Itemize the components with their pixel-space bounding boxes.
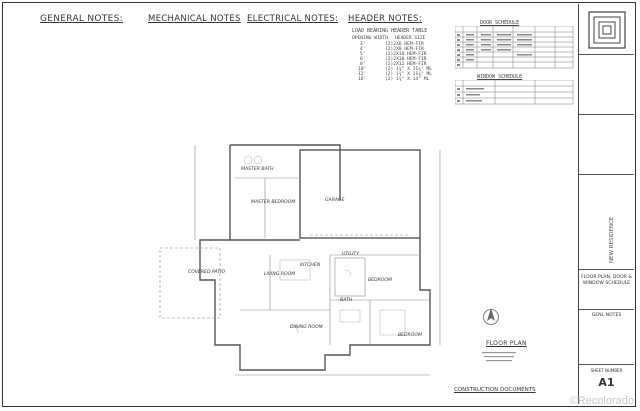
header-row-w: 5': [360, 52, 366, 57]
title-block-notes-cell: [579, 309, 634, 364]
sheet-number-label: SHEET NUMBER: [590, 368, 623, 373]
door-schedule-table: [455, 26, 575, 70]
header-row-w: 10': [358, 67, 367, 72]
title-block-sheet-title: FLOOR PLAN, DOOR & WINDOW SCHEDULE: [581, 275, 632, 286]
header-row-w: 12': [358, 72, 367, 77]
firm-logo-icon: [587, 10, 627, 50]
title-block-project-cell: [579, 174, 634, 269]
header-row-s: (2)2X10 HEM-FIR: [385, 57, 427, 62]
room-bedroom-2: BEDROOM: [398, 333, 422, 338]
room-living: LIVING ROOM: [264, 272, 296, 277]
header-col-size: HEADER SIZE: [395, 36, 426, 41]
title-block-notes-label: GENL NOTES: [591, 313, 622, 318]
construction-documents-label: CONSTRUCTION DOCUMENTS: [454, 387, 536, 393]
title-block: [578, 4, 634, 404]
header-row-s: (2) 1¾" X 14" ML: [385, 77, 430, 82]
mechanical-notes-title: MECHANICAL NOTES: [148, 14, 241, 24]
room-dining: DINING ROOM: [290, 325, 323, 330]
sheet-number: A1: [598, 376, 615, 389]
title-block-firm-cell: [579, 54, 634, 114]
room-kitchen: KITCHEN: [300, 263, 321, 268]
room-covered-patio: COVERED PATIO: [188, 270, 226, 275]
room-master-bath: MASTER BATH: [241, 167, 274, 172]
header-row-s: (2)2X10 HEM-FIR: [385, 52, 427, 57]
header-row-w: 16': [358, 77, 367, 82]
electrical-notes-title: ELECTRICAL NOTES:: [247, 14, 339, 24]
room-utility: UTILITY: [342, 252, 360, 257]
header-row-w: 6': [360, 57, 366, 62]
watermark: ©Recolorado: [569, 395, 634, 407]
room-garage: GARAGE: [325, 198, 345, 203]
floor-plan-drawing: [140, 140, 460, 380]
header-notes-title: HEADER NOTES:: [348, 14, 422, 24]
header-row-w: 8': [360, 62, 366, 67]
header-row-s: (2) 1¾" X 11¼" ML: [385, 72, 433, 77]
header-row-s: (2)2X6 HEM-FIR: [385, 42, 424, 47]
window-schedule-title: WINDOW SCHEDULE: [477, 74, 523, 80]
header-table-title: LOAD BEARING HEADER TABLE: [352, 28, 428, 34]
floor-plan-scale-lines: [480, 350, 520, 366]
room-bedroom-1: BEDROOM: [368, 278, 392, 283]
title-block-project: NEW RESIDENCE: [609, 216, 615, 263]
header-row-s: (2)2X8 HEM-FIR: [385, 47, 424, 52]
room-master-bedroom: MASTER BEDROOM: [251, 200, 296, 205]
north-arrow-icon: [482, 304, 500, 330]
general-notes-title: GENERAL NOTES:: [40, 14, 123, 24]
floor-plan-title: FLOOR PLAN: [486, 340, 527, 347]
header-col-opening: OPENING WIDTH: [352, 36, 388, 41]
header-row-s: (2) 1¾" X 11¼" ML: [385, 67, 433, 72]
title-block-address-cell: [579, 114, 634, 174]
header-row-w: 3': [360, 42, 366, 47]
title-block-sheet-cell: [579, 269, 634, 309]
room-bath: BATH: [340, 298, 353, 303]
window-schedule-table: [455, 80, 575, 106]
door-schedule-title: DOOR SCHEDULE: [480, 20, 520, 26]
header-row-s: (2)2X12 HEM-FIR: [385, 62, 427, 67]
header-row-w: 4': [360, 47, 366, 52]
